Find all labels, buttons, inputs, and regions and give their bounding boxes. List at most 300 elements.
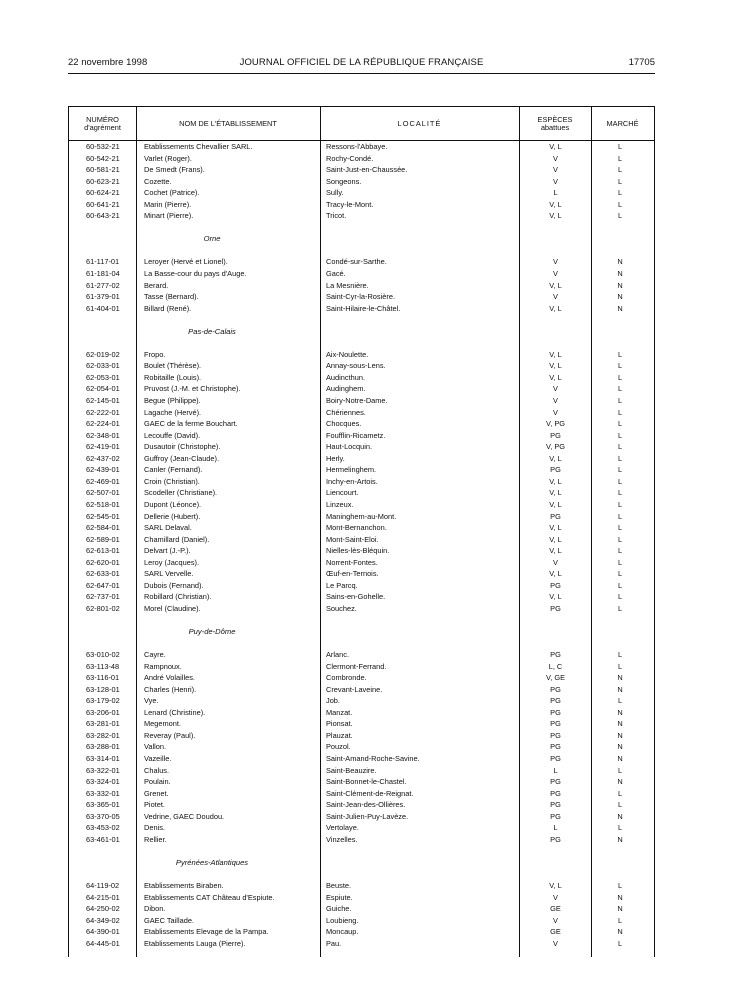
row-marche: L: [617, 349, 623, 359]
row-marche: L: [617, 881, 623, 890]
row-nom: Poulain.: [144, 777, 171, 787]
row-localite: Saint-Jean-des-Ollières.: [326, 800, 406, 810]
row-numero: 62-633-01: [86, 569, 120, 579]
row-localite: Loubieng.: [326, 915, 359, 925]
row-especes: V: [553, 165, 558, 175]
row-especes: V: [553, 153, 558, 163]
table-row: [68, 522, 653, 534]
row-marche: L: [617, 419, 623, 429]
row-marche: N: [617, 257, 623, 267]
row-marche: L: [617, 511, 623, 521]
table-row: [68, 580, 653, 592]
row-nom: Etablissements Lauga (Pierre).: [144, 938, 246, 948]
row-localite: Tricot.: [326, 211, 347, 221]
row-numero: 62-419-01: [86, 442, 120, 452]
row-nom: Rampnoux.: [144, 661, 182, 671]
row-especes: PG: [550, 650, 561, 660]
row-numero: 62-613-01: [86, 546, 120, 556]
table-row: [68, 568, 653, 580]
row-numero: 62-033-01: [86, 361, 120, 371]
table-row: [68, 776, 653, 788]
row-localite: Sains-en-Gohelle.: [326, 592, 386, 602]
row-numero: 60-532-21: [86, 142, 120, 151]
row-localite: Songeons.: [326, 176, 362, 186]
row-especes: V, L: [549, 211, 562, 221]
row-especes: PG: [550, 603, 561, 613]
row-numero: 62-439-01: [86, 465, 120, 475]
section-spacer: [68, 614, 653, 626]
row-marche: L: [617, 211, 623, 221]
row-localite: Pionsat.: [326, 719, 353, 729]
row-marche: L: [617, 142, 623, 151]
row-nom: Etablissements Elevage de la Pampa.: [144, 927, 269, 937]
row-nom: Etablissements CAT Château d'Espiute.: [144, 892, 275, 902]
row-numero: 62-053-01: [86, 372, 120, 382]
row-marche: N: [617, 834, 623, 844]
row-especes: V, L: [549, 372, 562, 382]
row-nom: Dibon.: [144, 904, 166, 914]
table-row: [68, 360, 653, 372]
row-numero: 63-314-01: [86, 753, 120, 763]
row-localite: Beuste.: [326, 881, 352, 890]
row-numero: 62-507-01: [86, 488, 120, 498]
table-row: [68, 672, 653, 684]
table-row: [68, 661, 653, 673]
row-localite: Pau.: [326, 938, 342, 948]
row-marche: L: [617, 465, 623, 475]
row-especes: PG: [550, 730, 561, 740]
row-localite: Foufflin-Ricametz.: [326, 430, 386, 440]
row-numero: 63-179-02: [86, 696, 120, 706]
row-nom: Billard (René).: [144, 303, 192, 313]
row-numero: 60-641-21: [86, 199, 120, 209]
row-especes: V, L: [549, 488, 562, 498]
row-numero: 62-545-01: [86, 511, 120, 521]
row-especes: V: [553, 396, 558, 406]
row-marche: N: [617, 673, 623, 683]
section-spacer: [68, 314, 653, 326]
row-especes: PG: [550, 719, 561, 729]
table-row: [68, 280, 653, 292]
row-nom: Megemont.: [144, 719, 181, 729]
table-row: [68, 499, 653, 511]
row-especes: V: [553, 892, 558, 902]
row-localite: Saint-Just-en-Chaussée.: [326, 165, 408, 175]
row-nom: Chalus.: [144, 765, 170, 775]
row-marche: L: [617, 523, 623, 533]
row-localite: Œuf-en-Ternois.: [326, 569, 379, 579]
row-especes: V: [553, 269, 558, 279]
section-spacer: [68, 337, 653, 349]
row-numero: 62-224-01: [86, 419, 120, 429]
row-marche: L: [617, 407, 623, 417]
row-especes: V, L: [549, 142, 562, 151]
row-localite: Clermont-Ferrand.: [326, 661, 387, 671]
row-localite: Espiute.: [326, 892, 353, 902]
row-nom: Lenard (Christine).: [144, 707, 206, 717]
table-row: [68, 441, 653, 453]
row-marche: L: [617, 788, 623, 798]
col-header-numero-line2: d'agrément: [84, 122, 121, 132]
row-marche: L: [617, 557, 623, 567]
row-especes: PG: [550, 777, 561, 787]
row-marche: L: [617, 580, 623, 590]
table-row: [68, 164, 653, 176]
row-numero: 63-282-01: [86, 730, 120, 740]
row-especes: V, L: [549, 280, 562, 290]
table-row: [68, 199, 653, 211]
row-numero: 62-589-01: [86, 534, 120, 544]
row-nom: Dupont (Léonce).: [144, 499, 202, 509]
row-numero: 64-119-02: [86, 881, 120, 890]
table-row: [68, 834, 653, 846]
row-localite: Chériennes.: [326, 407, 366, 417]
row-localite: Arlanc.: [326, 650, 350, 660]
row-especes: PG: [550, 696, 561, 706]
row-especes: V: [553, 176, 558, 186]
table-row: [68, 811, 653, 823]
row-localite: La Mesnière.: [326, 280, 369, 290]
row-especes: L, C: [548, 661, 563, 671]
row-marche: L: [617, 938, 623, 948]
row-marche: L: [617, 199, 623, 209]
row-marche: N: [617, 719, 623, 729]
row-numero: 63-288-01: [86, 742, 120, 752]
row-marche: L: [617, 396, 623, 406]
row-nom: Leroyer (Hervé et Lionel).: [144, 257, 228, 267]
row-marche: L: [617, 650, 623, 660]
row-especes: V: [553, 915, 558, 925]
row-especes: PG: [550, 788, 561, 798]
row-nom: Cochet (Patrice).: [144, 188, 200, 198]
row-numero: 62-469-01: [86, 476, 120, 486]
row-nom: Morel (Claudine).: [144, 603, 201, 613]
table-row: [68, 915, 653, 927]
table-row: [68, 268, 653, 280]
row-numero: 62-222-01: [86, 407, 120, 417]
row-nom: Cayre.: [144, 650, 166, 660]
row-especes: V, PG: [545, 419, 566, 429]
row-marche: L: [617, 442, 623, 452]
row-numero: 60-623-21: [86, 176, 120, 186]
row-localite: Plauzat.: [326, 730, 353, 740]
row-numero: 63-206-01: [86, 707, 120, 717]
row-nom: Boulet (Thérèse).: [144, 361, 202, 371]
row-especes: V, L: [549, 534, 562, 544]
row-marche: L: [617, 765, 623, 775]
row-numero: 64-445-01: [86, 938, 120, 948]
row-nom: Pruvost (J.-M. et Christophe).: [144, 384, 241, 394]
row-localite: Souchez.: [326, 603, 357, 613]
row-numero: 63-113-48: [86, 661, 120, 671]
row-numero: 63-322-01: [86, 765, 120, 775]
row-nom: SARL Delaval.: [144, 523, 192, 533]
row-localite: Crevant-Laveine.: [326, 684, 383, 694]
row-localite: Linzeux.: [326, 499, 354, 509]
row-marche: N: [617, 269, 623, 279]
row-nom: Guffroy (Jean-Claude).: [144, 453, 220, 463]
row-especes: PG: [550, 511, 561, 521]
table-row: [68, 557, 653, 569]
row-localite: Saint-Cyr-la-Rosière.: [326, 292, 395, 302]
table-row: [68, 464, 653, 476]
table-row: [68, 649, 653, 661]
header-rule: [68, 73, 655, 74]
col-header-marche: MARCHÉ: [606, 118, 639, 128]
row-localite: Saint-Julien-Puy-Lavèze.: [326, 811, 409, 821]
row-especes: L: [553, 188, 558, 198]
table-row: [68, 453, 653, 465]
row-localite: Mont-Saint-Eloi.: [326, 534, 379, 544]
row-marche: L: [617, 488, 623, 498]
row-especes: GE: [550, 927, 561, 937]
row-numero: 63-365-01: [86, 800, 120, 810]
row-marche: L: [617, 176, 623, 186]
row-localite: Rochy-Condé.: [326, 153, 374, 163]
row-marche: L: [617, 499, 623, 509]
row-especes: PG: [550, 465, 561, 475]
row-nom: Berard.: [144, 280, 169, 290]
table-row: [68, 684, 653, 696]
row-marche: L: [617, 165, 623, 175]
row-marche: L: [617, 603, 623, 613]
row-localite: Chocques.: [326, 419, 362, 429]
table-body: [68, 141, 653, 949]
row-nom: Robillard (Christian).: [144, 592, 212, 602]
row-especes: V, L: [549, 569, 562, 579]
row-especes: V, L: [549, 592, 562, 602]
row-numero: 63-010-02: [86, 650, 120, 660]
section-heading: Pyrénées-Atlantiques: [175, 857, 249, 867]
row-marche: L: [617, 188, 623, 198]
table-row: [68, 303, 653, 315]
row-nom: Lecouffe (David).: [144, 430, 201, 440]
row-numero: 63-461-01: [86, 834, 120, 844]
table-row: [68, 545, 653, 557]
row-especes: V: [553, 407, 558, 417]
row-numero: 62-437-02: [86, 453, 120, 463]
row-numero: 62-620-01: [86, 557, 120, 567]
row-nom: SARL Vervelle.: [144, 569, 194, 579]
row-numero: 63-453-02: [86, 823, 120, 833]
row-numero: 62-737-01: [86, 592, 120, 602]
col-header-especes-line2: abattues: [540, 122, 570, 132]
row-marche: N: [617, 811, 623, 821]
row-localite: Le Parcq.: [326, 580, 358, 590]
row-especes: V: [553, 257, 558, 267]
table-row: [68, 822, 653, 834]
row-numero: 62-647-01: [86, 580, 120, 590]
row-numero: 64-215-01: [86, 892, 120, 902]
row-localite: Boiry-Notre-Dame.: [326, 396, 388, 406]
row-numero: 61-277-02: [86, 280, 120, 290]
row-numero: 60-581-21: [86, 165, 120, 175]
row-marche: L: [617, 800, 623, 810]
row-nom: Etablissements Chevallier SARL.: [144, 142, 253, 151]
row-numero: 63-128-01: [86, 684, 120, 694]
row-especes: V, L: [549, 523, 562, 533]
table-row: [68, 153, 653, 165]
section-spacer: [68, 845, 653, 857]
section-spacer: [68, 638, 653, 650]
row-localite: Job.: [326, 696, 340, 706]
row-localite: Combronde.: [326, 673, 367, 683]
row-nom: Delvart (J.-P.).: [144, 546, 191, 556]
row-nom: Vedrine, GAEC Doudou.: [144, 811, 225, 821]
row-especes: V, L: [549, 349, 562, 359]
row-especes: L: [553, 765, 558, 775]
row-localite: Vertolaye.: [326, 823, 359, 833]
row-numero: 64-349-02: [86, 915, 120, 925]
row-localite: Manzat.: [326, 707, 353, 717]
row-marche: N: [617, 280, 623, 290]
row-nom: Leroy (Jacques).: [144, 557, 200, 567]
row-nom: Lagache (Hervé).: [144, 407, 202, 417]
row-numero: 60-624-21: [86, 188, 120, 198]
row-numero: 63-370-05: [86, 811, 120, 821]
row-marche: L: [617, 384, 623, 394]
row-especes: L: [553, 823, 558, 833]
row-marche: L: [617, 430, 623, 440]
row-localite: Maninghem-au-Mont.: [326, 511, 397, 521]
table-row: [68, 788, 653, 800]
col-header-especes-line1: ESPÈCES: [537, 114, 573, 124]
row-especes: V: [553, 557, 558, 567]
row-nom: Scodeller (Christiane).: [144, 488, 218, 498]
row-especes: PG: [550, 684, 561, 694]
row-localite: Saint-Bonnet-le-Chastel.: [326, 777, 407, 787]
row-marche: N: [617, 777, 623, 787]
section-spacer: [68, 868, 653, 880]
row-marche: L: [617, 915, 623, 925]
section-heading: Orne: [203, 234, 221, 244]
row-marche: L: [617, 569, 623, 579]
table-row: [68, 903, 653, 915]
row-numero: 63-116-01: [86, 673, 120, 683]
row-localite: Saint-Hilaire-le-Châtel.: [326, 303, 401, 313]
page-header: [68, 57, 655, 71]
table-row: [68, 430, 653, 442]
row-localite: Saint-Amand-Roche-Savine.: [326, 753, 420, 763]
row-nom: Begue (Philippe).: [144, 396, 201, 406]
row-marche: N: [617, 904, 623, 914]
row-especes: V, GE: [545, 673, 566, 683]
row-marche: L: [617, 823, 623, 833]
row-localite: Liencourt.: [326, 488, 359, 498]
row-nom: Dubois (Fernand).: [144, 580, 204, 590]
table-row: [68, 176, 653, 188]
row-especes: V: [553, 938, 558, 948]
row-especes: PG: [550, 430, 561, 440]
row-numero: 63-332-01: [86, 788, 120, 798]
row-nom: André Volailles.: [144, 673, 195, 683]
row-especes: V, L: [549, 546, 562, 556]
row-nom: Piotet.: [144, 800, 165, 810]
row-marche: L: [617, 153, 623, 163]
row-localite: Moncaup.: [326, 927, 359, 937]
row-nom: Charles (Henri).: [144, 684, 197, 694]
row-especes: PG: [550, 707, 561, 717]
section-heading: Puy-de-Dôme: [188, 626, 236, 636]
row-especes: PG: [550, 753, 561, 763]
row-numero: 61-181-04: [86, 269, 120, 279]
row-marche: N: [617, 753, 623, 763]
row-nom: Varlet (Roger).: [144, 153, 192, 163]
row-marche: L: [617, 696, 623, 706]
row-marche: N: [617, 292, 623, 302]
row-localite: Audincthun.: [326, 372, 366, 382]
row-localite: Vinzelles.: [326, 834, 358, 844]
page-number: 17705: [628, 57, 655, 68]
section-spacer: [68, 222, 653, 234]
row-nom: GAEC de la ferme Bouchart.: [144, 419, 238, 429]
row-especes: PG: [550, 742, 561, 752]
row-localite: Aix-Noulette.: [326, 349, 369, 359]
col-header-numero-line1: NUMÉRO: [86, 114, 119, 124]
table-row: [68, 799, 653, 811]
table-row: [68, 591, 653, 603]
row-numero: 63-281-01: [86, 719, 120, 729]
row-localite: Saint-Beauzire.: [326, 765, 377, 775]
row-marche: N: [617, 684, 623, 694]
row-marche: N: [617, 927, 623, 937]
row-nom: Chamillard (Daniel).: [144, 534, 210, 544]
row-nom: Vallon.: [144, 742, 167, 752]
col-header-especes: [519, 107, 591, 140]
row-especes: PG: [550, 834, 561, 844]
table-row: [68, 407, 653, 419]
row-nom: GAEC Taillade.: [144, 915, 194, 925]
table-row: [68, 395, 653, 407]
row-nom: Grenet.: [144, 788, 169, 798]
row-nom: Canler (Fernand).: [144, 465, 203, 475]
row-marche: N: [617, 707, 623, 717]
row-especes: V, L: [549, 476, 562, 486]
row-especes: V: [553, 292, 558, 302]
row-nom: Robitaille (Louis).: [144, 372, 202, 382]
row-nom: Croin (Christian).: [144, 476, 200, 486]
row-especes: V: [553, 384, 558, 394]
row-nom: La Basse-cour du pays d'Auge.: [144, 269, 247, 279]
row-nom: Vye.: [144, 696, 159, 706]
row-especes: V, L: [549, 499, 562, 509]
journal-title: JOURNAL OFFICIEL DE LA RÉPUBLIQUE FRANÇAISE: [239, 57, 484, 68]
row-marche: N: [617, 892, 623, 902]
table-row: [68, 926, 653, 938]
row-marche: N: [617, 730, 623, 740]
row-localite: Inchy-en-Artois.: [326, 476, 378, 486]
table-row: [68, 765, 653, 777]
row-nom: Denis.: [144, 823, 165, 833]
row-localite: Tracy-le-Mont.: [326, 199, 374, 209]
row-localite: Norrent-Fontes.: [326, 557, 378, 567]
table-row: [68, 603, 653, 615]
row-marche: N: [617, 303, 623, 313]
row-marche: L: [617, 361, 623, 371]
section-heading: Pas-de-Calais: [188, 326, 236, 336]
table-row: [68, 534, 653, 546]
row-especes: PG: [550, 800, 561, 810]
row-especes: V, L: [549, 881, 562, 890]
header-date: 22 novembre 1998: [68, 57, 148, 68]
table-row: [68, 753, 653, 765]
table-row: [68, 938, 653, 950]
row-numero: 61-117-01: [86, 257, 120, 267]
table-row: [68, 880, 653, 892]
row-numero: 60-542-21: [86, 153, 120, 163]
row-marche: L: [617, 453, 623, 463]
row-nom: Tasse (Bernard).: [144, 292, 199, 302]
